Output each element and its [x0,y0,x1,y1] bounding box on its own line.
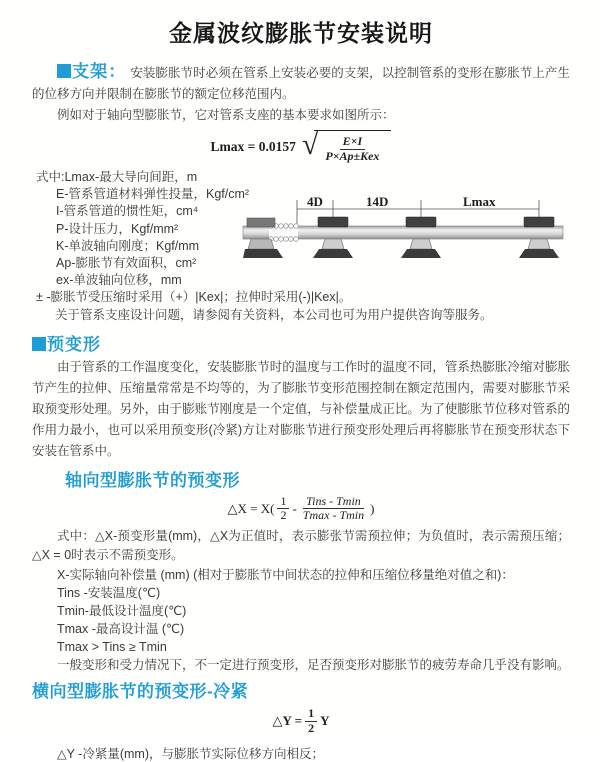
half-fraction [277,495,289,524]
fraction [322,135,382,164]
lateral-preform-formula [32,706,570,736]
axial-formula-minus: - [292,500,297,516]
axial-formula-post: ) [370,500,375,516]
lmax-formula [32,128,570,166]
pipe-support-diagram [243,194,579,290]
dim-label-lmax: Lmax [463,194,496,209]
half-denominator: 2 [280,508,287,523]
lateral-formula-post: Y [320,713,330,729]
definition-line: 关于管系支座设计问题，请参阅有关资料，本公司也可为用户提供咨询等服务。 [55,307,493,322]
radicand [314,130,391,164]
preform-paragraph: 由于管系的工作温度变化，安装膨胀节时的温度与工作时的温度不同，管系热膨胀冷缩对膨胀节产生的拉伸、压缩量常常是不均等的，为了膨胀节变形范围控制在额定范围内，需要对膨胀节采取预变形处理。另外，由于膨账节刚度是一个定值，与补偿量成正比。为了使膨胀节位移对管系的作用力最小，也可以采用预变形(冷紧)方让对膨胀节进行预变形处理后再将膨胀节在预变形状态下安装在管系中。 [32,359,570,458]
preform-section-heading-row [32,334,570,355]
definition-line: ± -膨胀节受压缩时采用（+）|Kex|；拉伸时采用(-)|Kex|。 [36,290,352,305]
fraction-numerator: E×I [340,135,366,150]
lateral-preform-heading: 横向型膨胀节的预变形-冷紧 [32,682,249,702]
half-numerator: 1 [277,495,289,510]
sqrt-expression [302,130,392,164]
note-line: Tmin-最低设计温度(℃) [57,603,187,618]
support-example-text: 例如对于轴向型膨胀节，它对管系支座的基本要求如图所示： [57,108,395,122]
support-intro-text: 安装膨胀节时必须在管系上安装必要的支架，以控制管系的变形在膨胀节上产生的位移方向并限制在膨胀节的额定位移范围内。 [32,66,570,101]
temperature-denominator: Tmax - Tmin [302,508,365,523]
note-line: 式中：△X-预变形量(mm)，△X为正值时，表示膨张节需预拉伸；为负值时，表示需预压缩；△X = 0时表示不需预变形。 [32,528,570,563]
axial-notes [32,527,570,676]
temperature-fraction [300,495,367,524]
note-line: X-实际轴向补偿量 (mm) (相对于膨胀节中间状态的拉伸和压缩位移量绝对值之和)： [57,567,514,582]
half-fraction [305,707,317,736]
lateral-formula-pre: △Y = [272,713,303,729]
definition-line: P-设计压力，Kgf/mm² [56,221,179,236]
note-line: Tins -安装温度(℃) [57,585,161,600]
note-line: Tmax -最高设计温 (℃) [57,621,185,636]
axial-preform-formula [32,493,570,525]
pipe-support-diagram-svg [243,194,579,290]
page-title: 金属波纹膨胀节安装说明 [169,20,433,46]
support-intro-paragraph [32,61,570,105]
definition-line: Ap-膨胀节有效面积，cm² [56,256,197,271]
definition-line: I-管系管道的惯性矩，cm⁴ [56,204,199,219]
axial-formula-pre: △X = X( [227,500,275,516]
definition-line: ex-单波轴向位移，mm [56,273,182,288]
definition-line: K-单波轴向刚度；Kgf/mm [56,238,200,253]
definition-line: E-管系管道材料弹性投量，Kgf/cm² [56,187,250,202]
dim-label-14d: 14D [366,194,389,209]
definition-line: 式中:Lmax-最大导向间距，m [36,170,198,184]
temperature-numerator: Tins - Tmin [303,495,364,510]
axial-preform-heading: 轴向型膨胀节的预变形 [65,470,240,490]
dim-label-4d: 4D [307,194,323,209]
half-denominator: 2 [308,720,315,735]
half-numerator: 1 [305,707,317,722]
fraction-denominator: P×Ap±Kex [325,149,380,163]
section-marker-icon [32,337,46,351]
radical-icon: √ [301,128,319,162]
note-line: 一般变形和受力情况下，不一定进行预变形，足否预变形对膨胀节的疲劳寿命几乎没有影响。 [57,657,570,672]
lateral-note: △Y -冷紧量(mm)，与膨胀节实际位移方向相反； [57,747,325,762]
section-heading-support: 支架： [72,62,127,81]
section-heading-preform: 预变形 [47,334,101,354]
note-line: Tmax > Tins ≥ Tmin [57,639,167,654]
lmax-formula-lhs: Lmax = 0.0157 [210,139,296,154]
section-marker-icon [57,64,71,78]
